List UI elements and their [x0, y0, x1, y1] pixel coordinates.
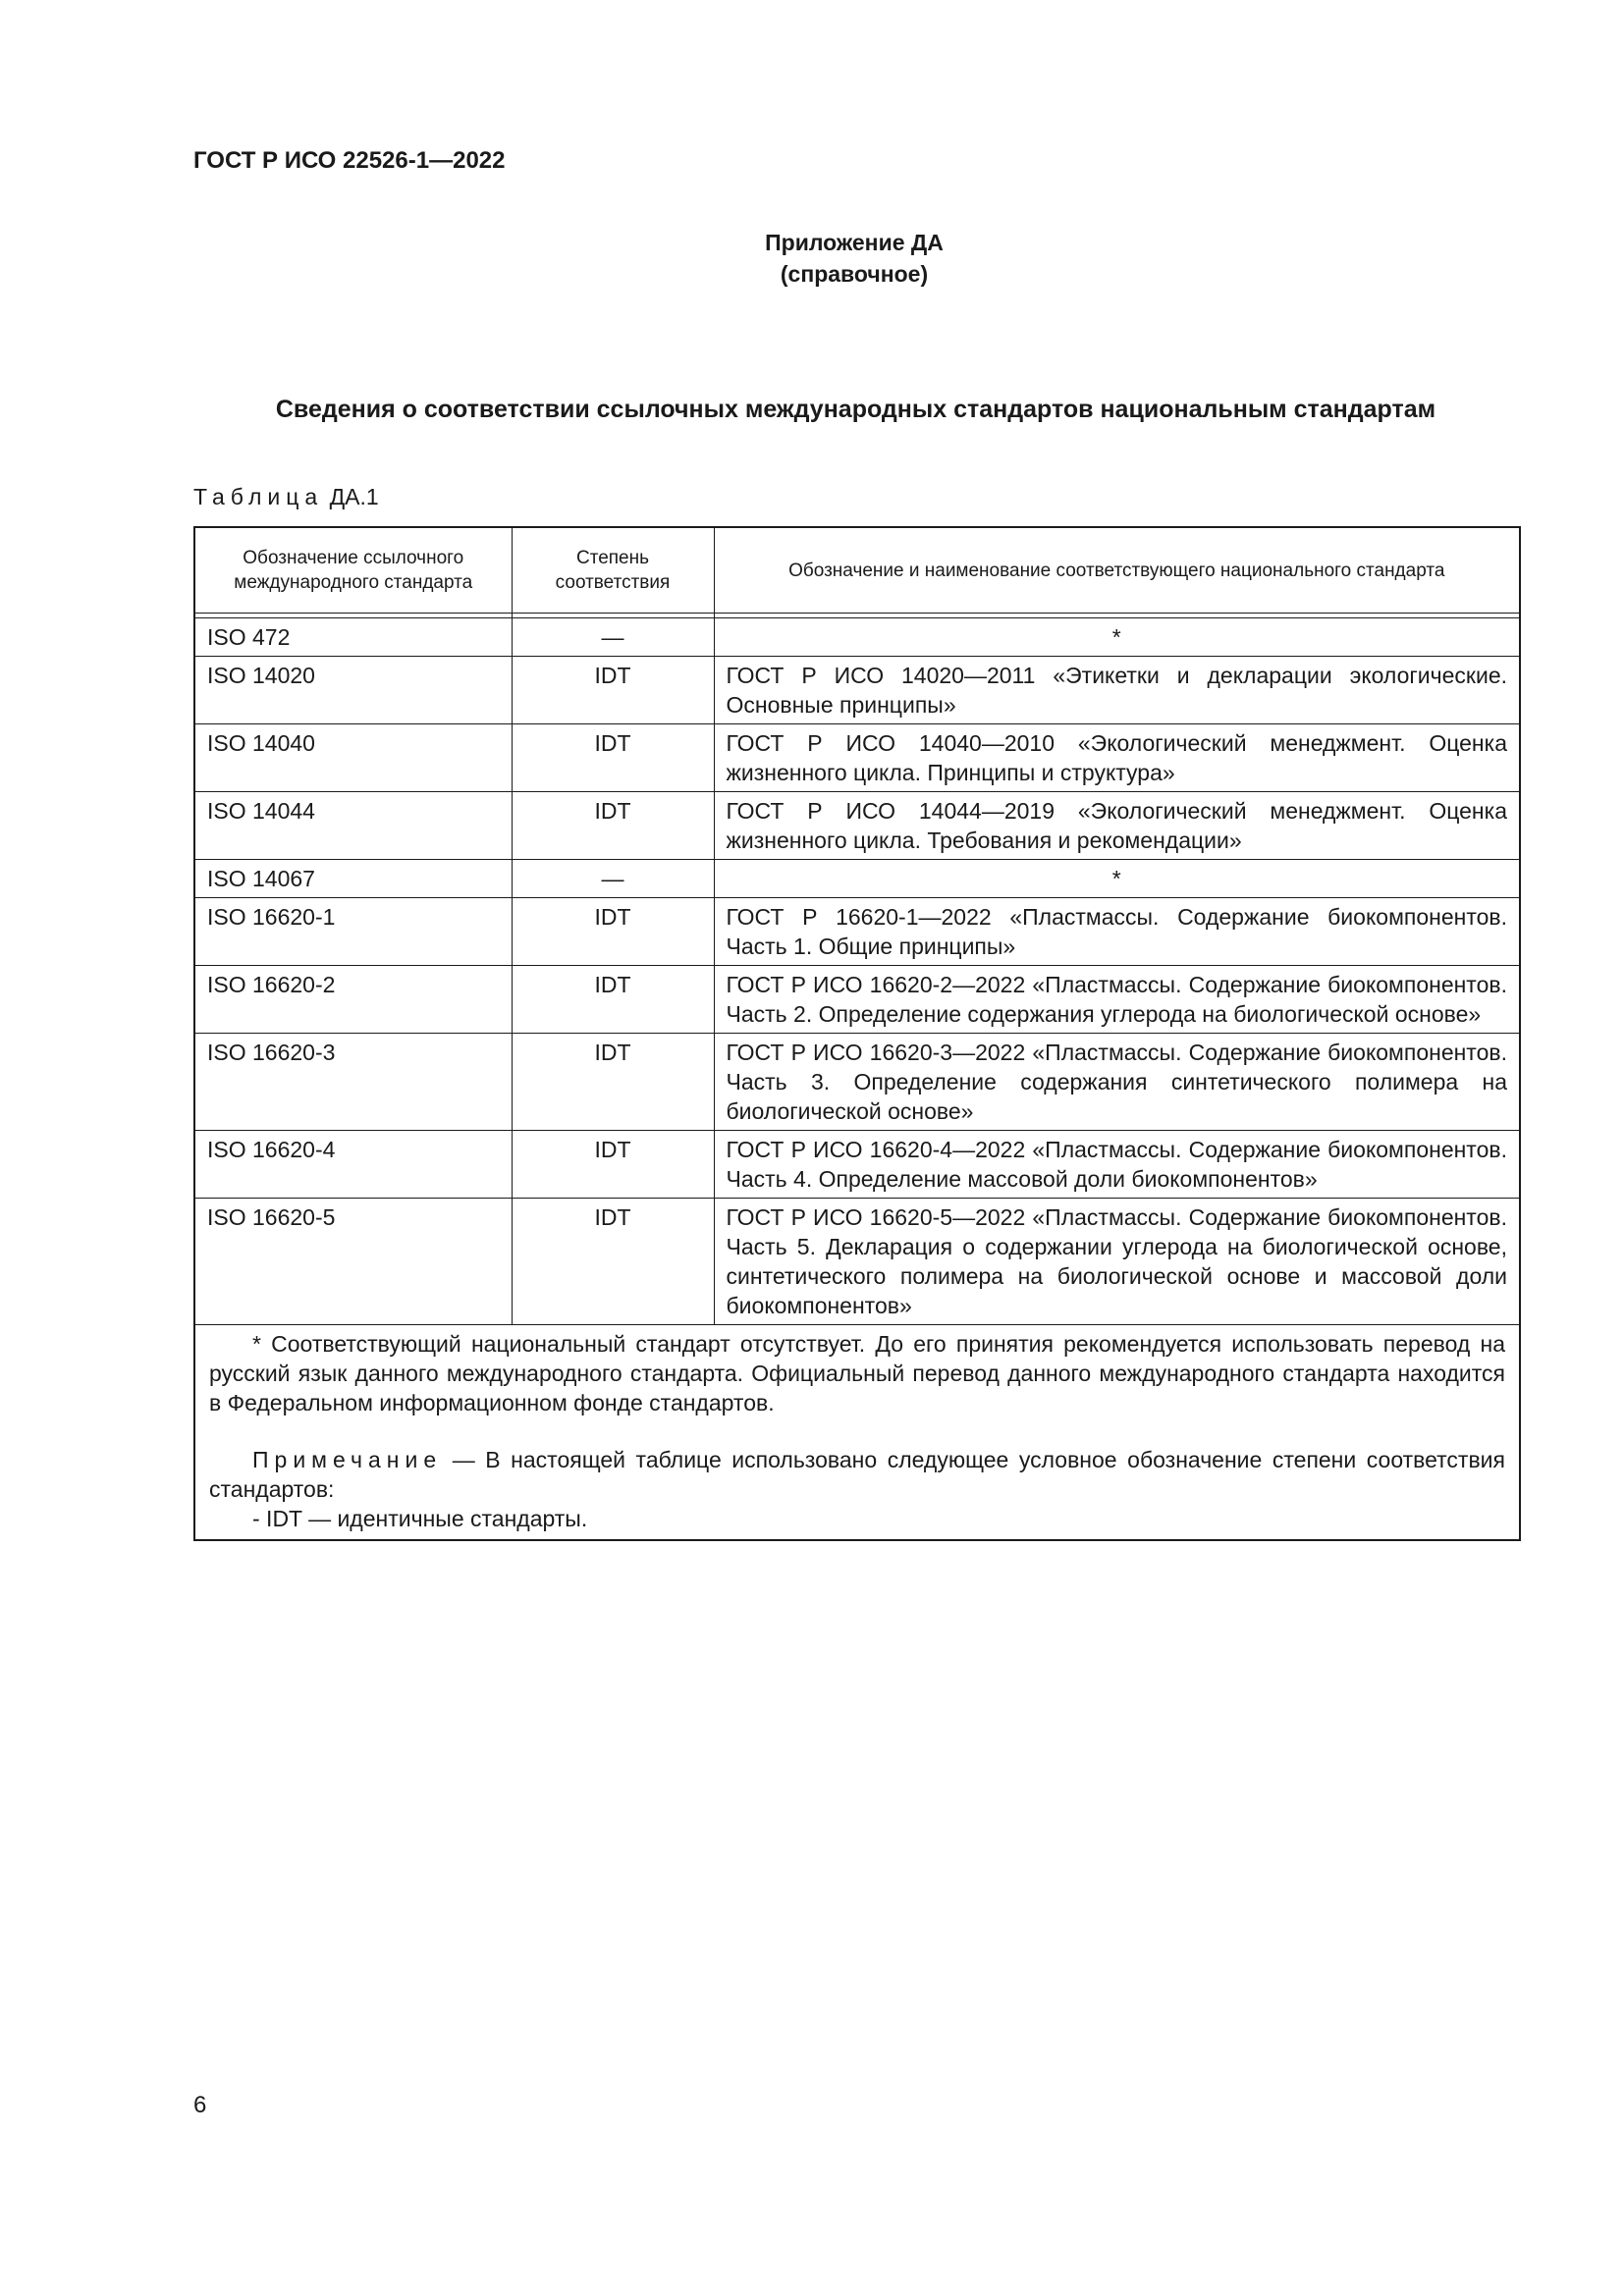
- table-caption: [193, 484, 379, 510]
- cell-national: ГОСТ Р ИСО 16620-3—2022 «Пластмассы. Содержание биокомпонентов. Часть 3. Определение содержания синтетического полимера на биологической основе»: [714, 1034, 1520, 1131]
- table-caption-number: ДА.1: [329, 484, 379, 509]
- cell-degree: —: [512, 618, 714, 657]
- cell-national: ГОСТ Р ИСО 16620-4—2022 «Пластмассы. Содержание биокомпонентов. Часть 4. Определение массовой доли биокомпонентов»: [714, 1131, 1520, 1199]
- table-row: [194, 898, 1520, 966]
- table-row: [194, 860, 1520, 898]
- appendix-subtitle: (справочное): [780, 261, 929, 287]
- cell-ref: ISO 14044: [194, 792, 512, 860]
- column-header-national: Обозначение и наименование соответствующего национального стандарта: [714, 527, 1520, 614]
- document-code: ГОСТ Р ИСО 22526-1—2022: [193, 147, 506, 174]
- column-header-ref: Обозначение ссылочного международного стандарта: [194, 527, 512, 614]
- note-label: Примечание: [252, 1447, 443, 1472]
- table-row: [194, 1131, 1520, 1199]
- cell-degree: IDT: [512, 1131, 714, 1199]
- table-note: [209, 1445, 1505, 1504]
- cell-national: *: [714, 618, 1520, 657]
- cell-ref: ISO 16620-2: [194, 966, 512, 1034]
- cell-national: *: [714, 860, 1520, 898]
- cell-degree: IDT: [512, 724, 714, 792]
- column-header-degree: Степень соответствия: [512, 527, 714, 614]
- table-row: [194, 1034, 1520, 1131]
- table-row: [194, 792, 1520, 860]
- table-row: [194, 618, 1520, 657]
- cell-degree: —: [512, 860, 714, 898]
- table-row: [194, 724, 1520, 792]
- cell-national: ГОСТ Р ИСО 16620-5—2022 «Пластмассы. Содержание биокомпонентов. Часть 5. Декларация о содержании углерода на биологической основе, синтетического полимера на биологической основе и массовой доли биокомпонентов»: [714, 1199, 1520, 1325]
- appendix-title: Приложение ДА: [765, 230, 944, 255]
- cell-degree: IDT: [512, 898, 714, 966]
- section-title: Сведения о соответствии ссылочных международных стандартов национальным стандартам: [275, 396, 1436, 423]
- page-number: 6: [193, 2092, 207, 2118]
- table-footnote: * Соответствующий национальный стандарт отсутствует. До его принятия рекомендуется использовать перевод на русский язык данного международного стандарта. Официальный перевод данного международного стандарта находится в Федеральном информационном фонде стандартов.: [209, 1331, 1505, 1415]
- cell-national: ГОСТ Р ИСО 14040—2010 «Экологический менеджмент. Оценка жизненного цикла. Принципы и структура»: [714, 724, 1520, 792]
- cell-ref: ISO 472: [194, 618, 512, 657]
- table-row: [194, 966, 1520, 1034]
- cell-degree: IDT: [512, 1199, 714, 1325]
- cell-ref: ISO 16620-1: [194, 898, 512, 966]
- cell-degree: IDT: [512, 966, 714, 1034]
- table-footer-cell: [194, 1325, 1520, 1541]
- cell-national: ГОСТ Р 16620-1—2022 «Пластмассы. Содержание биокомпонентов. Часть 1. Общие принципы»: [714, 898, 1520, 966]
- standards-table: [193, 526, 1521, 1541]
- cell-ref: ISO 14067: [194, 860, 512, 898]
- cell-ref: ISO 14040: [194, 724, 512, 792]
- cell-national: ГОСТ Р ИСО 14020—2011 «Этикетки и декларации экологические. Основные принципы»: [714, 657, 1520, 724]
- cell-ref: ISO 16620-5: [194, 1199, 512, 1325]
- note-text: — В настоящей таблице использовано следующее условное обозначение степени соответствия стандартов:: [209, 1447, 1505, 1502]
- cell-degree: IDT: [512, 792, 714, 860]
- cell-national: ГОСТ Р ИСО 14044—2019 «Экологический менеджмент. Оценка жизненного цикла. Требования и рекомендации»: [714, 792, 1520, 860]
- table-row: [194, 1199, 1520, 1325]
- table-footer: [194, 1325, 1520, 1541]
- table-caption-label: Таблица: [193, 484, 324, 509]
- cell-ref: ISO 14020: [194, 657, 512, 724]
- table-header-row: [194, 527, 1520, 614]
- cell-national: ГОСТ Р ИСО 16620-2—2022 «Пластмассы. Содержание биокомпонентов. Часть 2. Определение содержания углерода на биологической основе»: [714, 966, 1520, 1034]
- table-row: [194, 657, 1520, 724]
- cell-degree: IDT: [512, 657, 714, 724]
- cell-degree: IDT: [512, 1034, 714, 1131]
- appendix-heading: [0, 227, 1624, 290]
- note-list-item: - IDT — идентичные стандарты.: [252, 1506, 588, 1531]
- cell-ref: ISO 16620-4: [194, 1131, 512, 1199]
- cell-ref: ISO 16620-3: [194, 1034, 512, 1131]
